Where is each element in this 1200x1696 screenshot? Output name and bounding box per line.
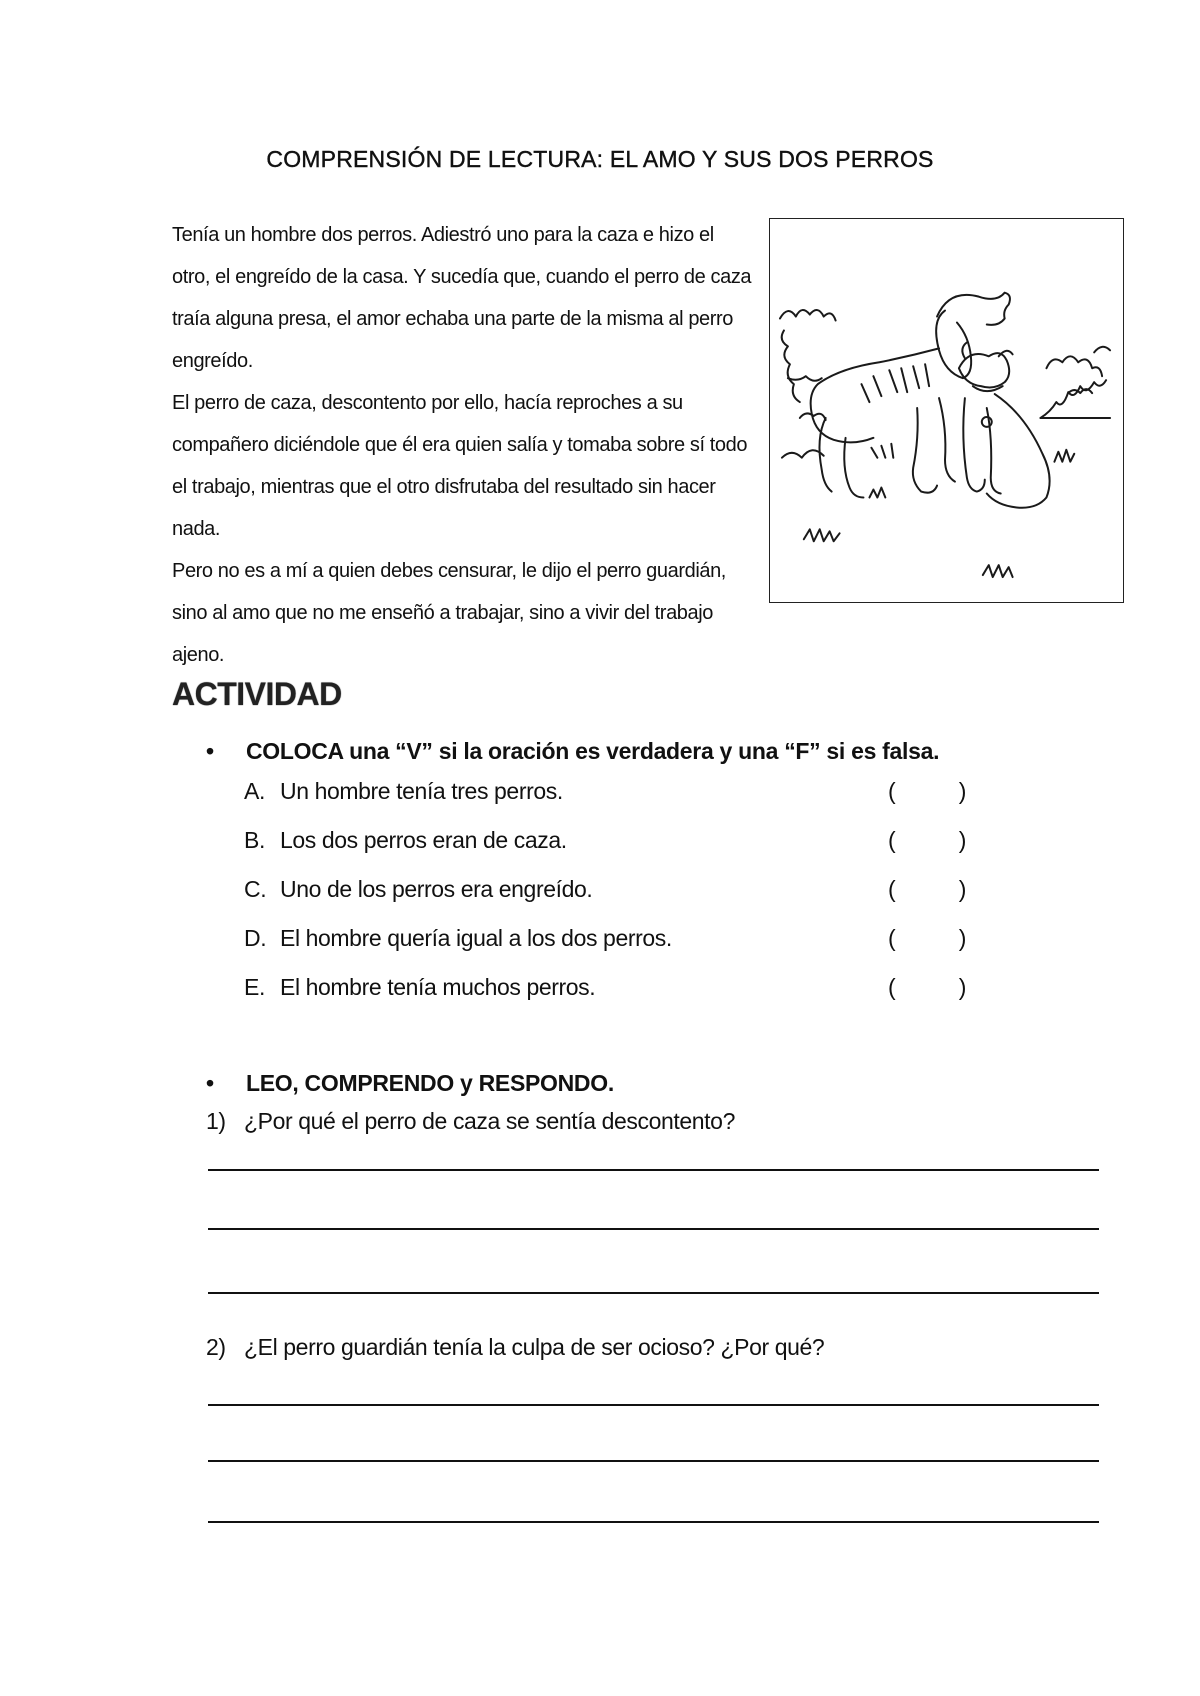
answer-line[interactable] <box>208 1404 1099 1406</box>
answer-line[interactable] <box>208 1228 1099 1230</box>
instruction-text: COLOCA una “V” si la oración es verdadera y una “F” si es falsa. <box>246 738 940 764</box>
item-text: Un hombre tenía tres perros. <box>280 778 563 804</box>
item-letter: B. <box>244 827 265 853</box>
item-text: Los dos perros eran de caza. <box>280 827 567 853</box>
answer-line[interactable] <box>208 1169 1099 1171</box>
list-item: C. Uno de los perros era engreído. ( ) <box>244 876 966 902</box>
true-false-list <box>244 778 984 1023</box>
answer-line[interactable] <box>208 1521 1099 1523</box>
item-letter: A. <box>244 778 265 804</box>
question-text: ¿El perro guardián tenía la culpa de ser ocioso? ¿Por qué? <box>244 1334 825 1360</box>
item-letter: C. <box>244 876 267 902</box>
question-text: ¿Por qué el perro de caza se sentía descontento? <box>244 1108 735 1134</box>
item-text: El hombre tenía muchos perros. <box>280 974 596 1000</box>
list-item: E. El hombre tenía muchos perros. ( ) <box>244 974 966 1000</box>
story-text <box>172 214 752 676</box>
answer-line[interactable] <box>208 1292 1099 1294</box>
bullet-icon: • <box>206 738 214 764</box>
question-number: 2) <box>206 1334 226 1360</box>
answer-line[interactable] <box>208 1460 1099 1462</box>
item-text: Uno de los perros era engreído. <box>280 876 593 902</box>
question-number: 1) <box>206 1108 226 1134</box>
story-paragraph: Tenía un hombre dos perros. Adiestró uno para la caza e hizo el otro, el engreído de la casa. Y sucedía que, cuando el perro de caza traía alguna presa, el amor echaba una parte de la misma al perro engreído. <box>172 224 752 372</box>
story-paragraph: El perro de caza, descontento por ello, hacía reproches a su compañero diciéndole que él era quien salía y tomaba sobre sí todo el trabajo, mientras que el otro disfrutaba del resultado sin hacer nada. <box>172 392 748 540</box>
instruction-text: LEO, COMPRENDO y RESPONDO. <box>246 1070 614 1096</box>
list-item: A. Un hombre tenía tres perros. ( ) <box>244 778 966 804</box>
true-false-instruction <box>206 738 939 765</box>
question-1 <box>206 1108 735 1135</box>
item-letter: E. <box>244 974 265 1000</box>
question-2 <box>206 1334 824 1361</box>
item-letter: D. <box>244 925 267 951</box>
two-dogs-illustration <box>769 218 1124 603</box>
story-paragraph: Pero no es a mí a quien debes censurar, le dijo el perro guardián, sino al amo que no me enseñó a trabajar, sino a vivir del trabajo ajeno. <box>172 560 726 666</box>
list-item: D. El hombre quería igual a los dos perros. ( ) <box>244 925 966 951</box>
page-title: COMPRENSIÓN DE LECTURA: EL AMO Y SUS DOS PERROS <box>266 146 934 172</box>
list-item: B. Los dos perros eran de caza. ( ) <box>244 827 966 853</box>
item-text: El hombre quería igual a los dos perros. <box>280 925 672 951</box>
bullet-icon: • <box>206 1070 214 1096</box>
questions-instruction <box>206 1070 614 1097</box>
activity-heading: ACTIVIDAD <box>172 676 342 712</box>
